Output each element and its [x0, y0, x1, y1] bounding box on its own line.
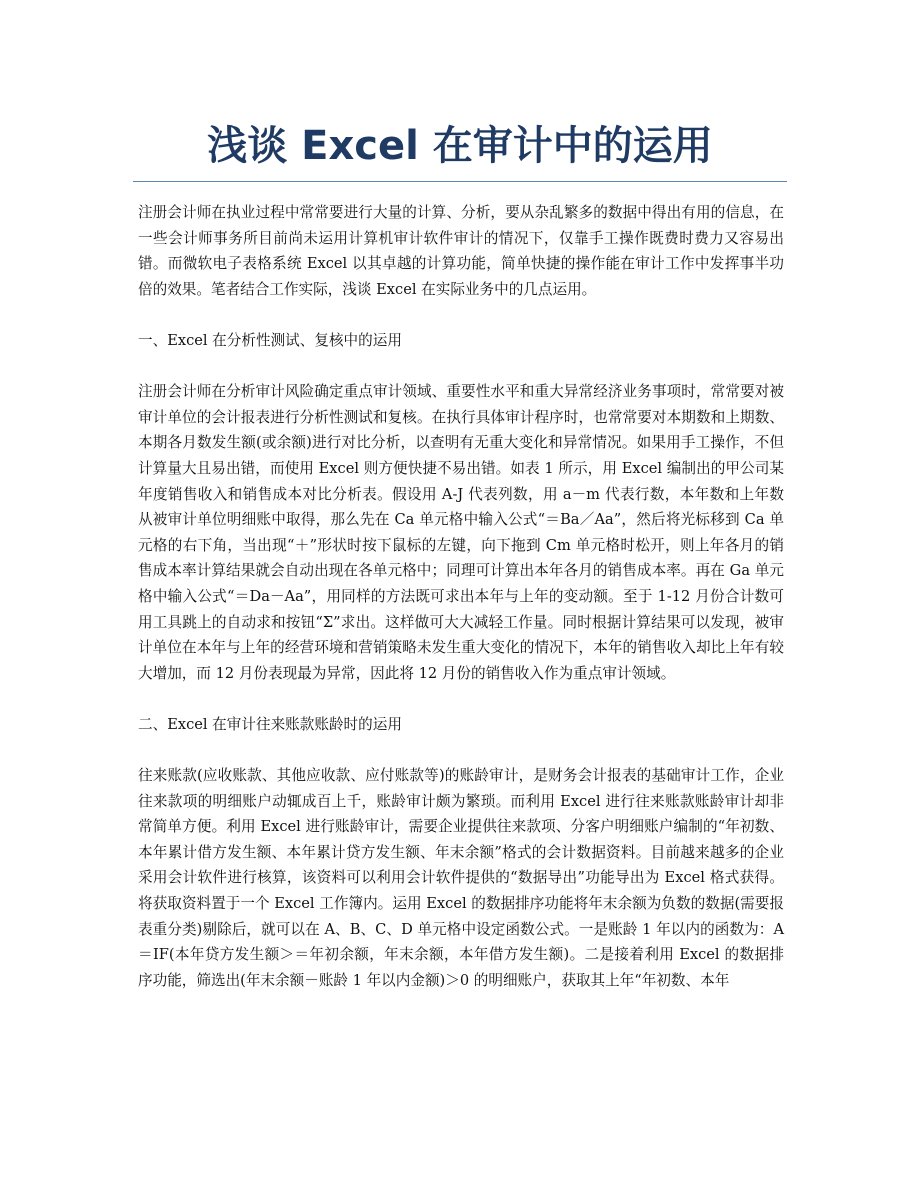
section-heading-2: 二、Excel 在审计往来账款账龄时的运用: [138, 715, 402, 733]
document-title: 浅谈 Excel 在审计中的运用: [207, 123, 713, 169]
paragraph-spacer: [138, 302, 784, 328]
section-2-paragraph: 往来账款(应收账款、其他应收款、应付账款等)的账龄审计，是财务会计报表的基础审计工作，企业往来款项的明细账户动辄成百上千，账龄审计颇为繁琐。而利用 Excel 进行往来账款账龄审计却非常简单方便。利用 Excel 进行账龄审计，需要企业提供往来款项、分客户明细账户编制的“年初数、本年累计借方发生额、本年累计贷方发生额、年末余额”格式的会计数据资料。目前越来越多的企业采用会计软件进行核算，该资料可以利用会计软件提供的“数据导出”功能导出为 Excel 格式获得。将获取资料置于一个 Excel 工作簿内。运用 Excel 的数据排序功能将年末余额为负数的数据(需要报表重分类)剔除后，就可以在 A、B、C、D 单元格中设定函数公式。一是账龄 1 年以内的函数为：A＝IF(本年贷方发生额＞＝年初余额，年末余额，本年借方发生额)。二是接着利用 Excel 的数据排序功能，筛选出(年末余额－账龄 1 年以内金额)＞0 的明细账户，获取其上年“年初数、本年: [138, 767, 784, 989]
paragraph-spacer: [138, 686, 784, 712]
section-heading-1: 一、Excel 在分析性测试、复核中的运用: [138, 331, 402, 349]
document-body: [138, 200, 784, 993]
section-1-paragraph: 注册会计师在分析审计风险确定重点审计领域、重要性水平和重大异常经济业务事项时，常常要对被审计单位的会计报表进行分析性测试和复核。在执行具体审计程序时，也常常要对本期数和上期数、本期各月数发生额(或余额)进行对比分析，以查明有无重大变化和异常情况。如果用手工操作，不但计算量大且易出错，而使用 Excel 则方便快捷不易出错。如表 1 所示，用 Excel 编制出的甲公司某年度销售收入和销售成本对比分析表。假设用 A-J 代表列数，用 a－m 代表行数，本年数和上年数从被审计单位明细账中取得，那么先在 Ca 单元格中输入公式“＝Ba／Aa”，然后将光标移到 Ca 单元格的右下角，当出现“＋”形状时按下鼠标的左键，向下拖到 Cm 单元格时松开，则上年各月的销售成本率计算结果就会自动出现在各单元格中；同理可计算出本年各月的销售成本率。再在 Ga 单元格中输入公式“＝Da－Aa”，用同样的方法既可求出本年与上年的变动额。至于 1-12 月份合计数可用工具跳上的自动求和按钮“Σ”求出。这样做可大大减轻工作量。同时根据计算结果可以发现，被审计单位在本年与上年的经营环境和营销策略未发生重大变化的情况下，本年的销售收入却比上年有较大增加，而 12 月份表现最为异常，因此将 12 月份的销售收入作为重点审计领域。: [138, 383, 784, 682]
paragraph-spacer: [138, 737, 784, 763]
paragraph-spacer: [138, 354, 784, 380]
intro-paragraph: 注册会计师在执业过程中常常要进行大量的计算、分析，要从杂乱繁多的数据中得出有用的信息，在一些会计师事务所目前尚未运用计算机审计软件审计的情况下，仅靠手工操作既费时费力又容易出错。而微软电子表格系统 Excel 以其卓越的计算功能，简单快捷的操作能在审计工作中发挥事半功倍的效果。笔者结合工作实际，浅谈 Excel 在实际业务中的几点运用。: [138, 204, 784, 298]
title-divider: [133, 181, 787, 182]
